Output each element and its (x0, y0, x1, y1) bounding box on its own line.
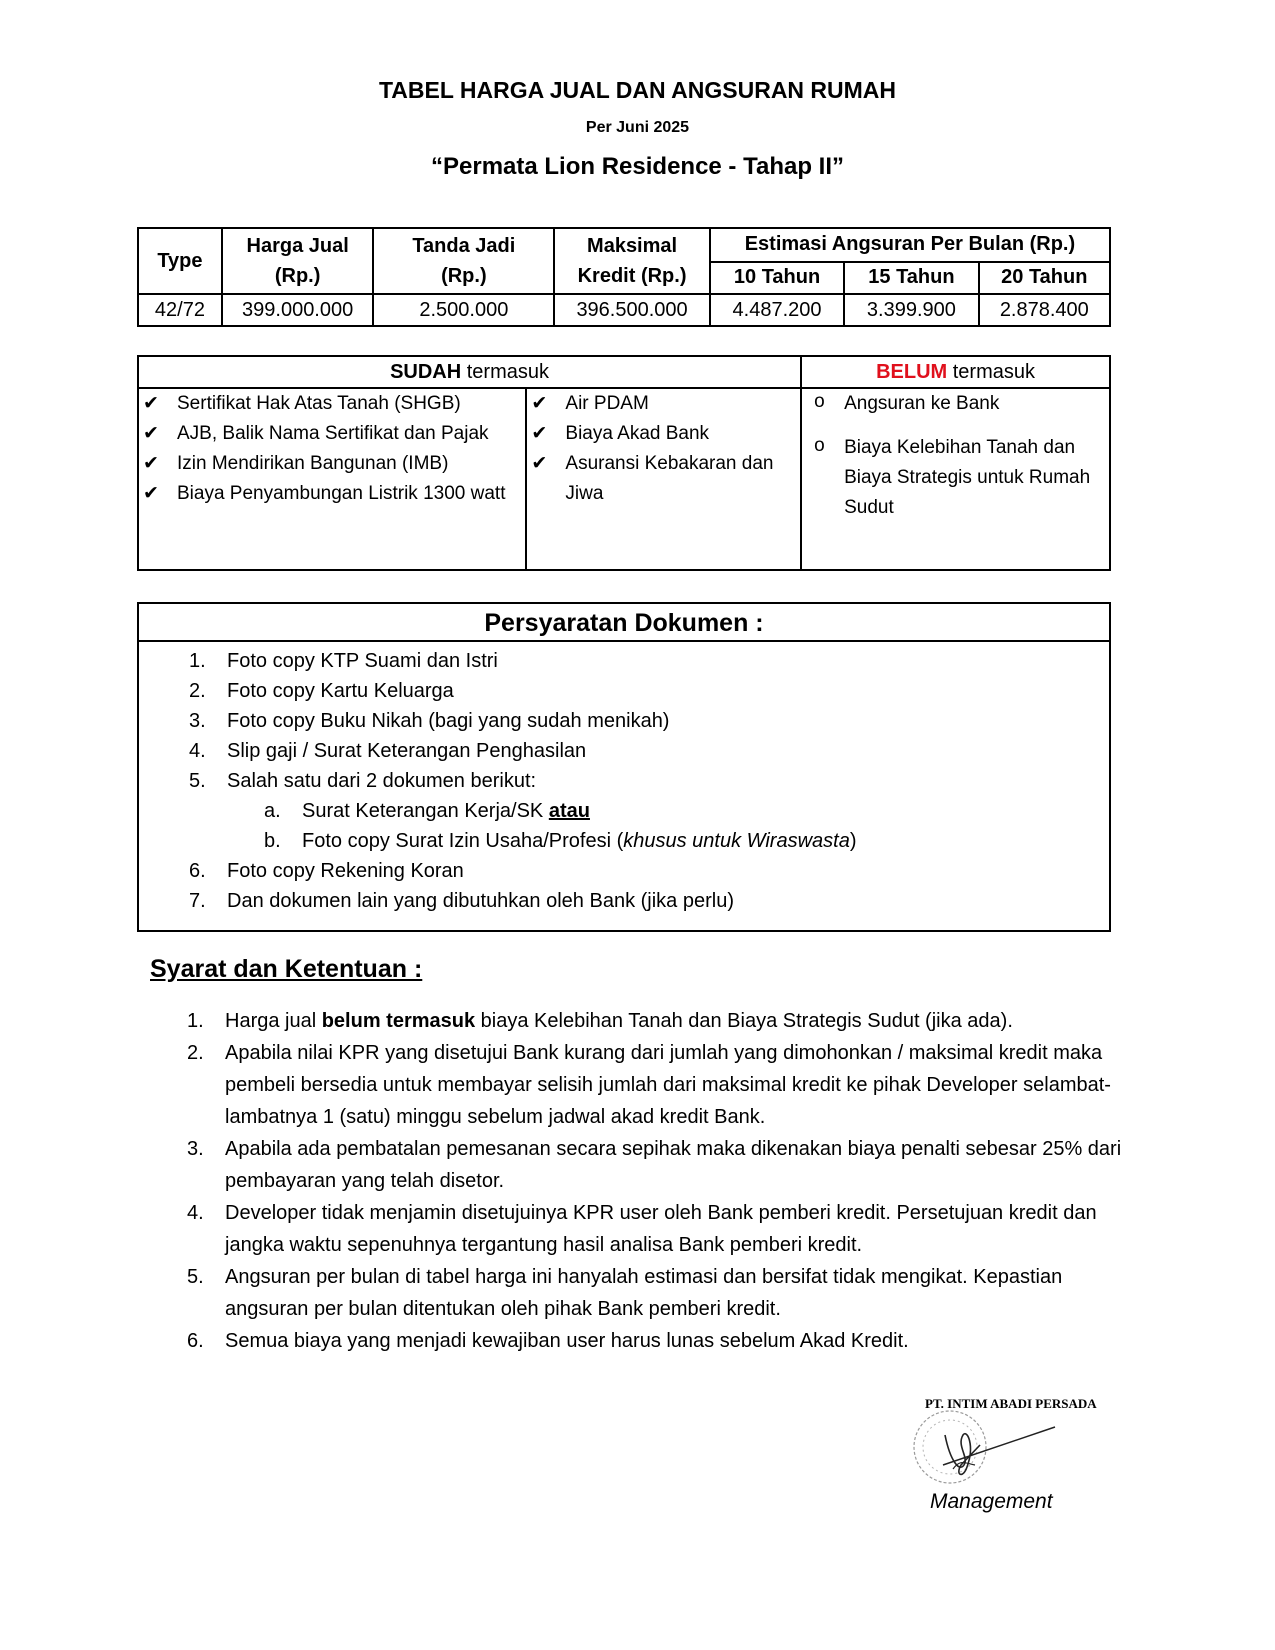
item-text: Foto copy Rekening Koran (227, 860, 464, 882)
belum-termasuk-header (801, 356, 1110, 388)
item-letter: a. (264, 800, 281, 822)
item-text-tail: biaya Kelebihan Tanah dan Biaya Strategis Sudut (jika ada). (475, 1010, 1013, 1032)
item-text: Angsuran per bulan di tabel harga ini hanyalah estimasi dan bersifat tidak mengikat. Kepastian angsuran per bulan ditentukan oleh pihak Bank pemberi kredit. (225, 1266, 1063, 1320)
item-text: Biaya Penyambungan Listrik 1300 watt (177, 483, 506, 504)
check-icon: ✔ (531, 423, 548, 444)
document-requirements-box (137, 602, 1111, 932)
company-name: PT. INTIM ABADI PERSADA (925, 1396, 1097, 1411)
cell-type: 42/72 (138, 294, 222, 326)
cell-maksimal-kredit: 396.500.000 (554, 294, 710, 326)
belum-label: BELUM (876, 360, 948, 383)
list-item (527, 389, 800, 419)
signature-stamp-icon (905, 1405, 1085, 1495)
header-harga-jual (222, 228, 374, 294)
bullet-icon: o (814, 391, 825, 412)
item-text: Biaya Akad Bank (565, 423, 710, 444)
list-item (139, 389, 525, 419)
check-icon: ✔ (143, 453, 159, 474)
cell-angsuran-10: 4.487.200 (710, 294, 844, 326)
document-requirements-list (139, 642, 1109, 916)
cell-tanda-jadi: 2.500.000 (373, 294, 554, 326)
signatory-role: Management (930, 1490, 1053, 1513)
item-number: 2. (189, 680, 206, 702)
item-text: Izin Mendirikan Bangunan (IMB) (177, 453, 449, 474)
list-item (137, 1261, 1127, 1325)
item-text: Foto copy Kartu Keluarga (227, 680, 454, 702)
item-text: Developer tidak menjamin disetujuinya KPR user oleh Bank pemberi kredit. Persetujuan kredit dan jangka waktu sepenuhnya tergantung hasil analisa Bank pemberi kredit. (225, 1202, 1097, 1256)
belum-list (802, 389, 1109, 523)
item-text: Foto copy KTP Suami dan Istri (227, 650, 498, 672)
header-type: Type (138, 228, 222, 294)
header-15-tahun: 15 Tahun (844, 262, 978, 295)
project-name: “Permata Lion Residence - Tahap II” (431, 153, 844, 180)
item-text: Apabila nilai KPR yang disetujui Bank kurang dari jumlah yang dimohonkan / maksimal kredit maka pembeli bersedia untuk membayar selisih jumlah dari maksimal kredit ke pihak Developer selambat-lambatnya 1 (satu) minggu sebelum jadwal akad kredit Bank. (225, 1042, 1111, 1128)
item-bold-text: belum termasuk (321, 1010, 476, 1032)
item-number: 7. (189, 890, 206, 912)
list-item (139, 646, 1109, 676)
item-number: 6. (187, 1330, 204, 1352)
item-number: 1. (187, 1010, 204, 1032)
belum-termasuk-text: termasuk (947, 360, 1035, 383)
item-number: 2. (187, 1042, 204, 1064)
item-number: 3. (187, 1138, 204, 1160)
item-letter: b. (264, 830, 281, 852)
list-item (139, 736, 1109, 766)
sudah-list-1 (139, 389, 525, 509)
list-item (802, 433, 1109, 523)
list-item (527, 449, 800, 509)
item-text: Salah satu dari 2 dokumen berikut: (227, 770, 537, 792)
cell-angsuran-15: 3.399.900 (844, 294, 978, 326)
list-item (139, 479, 525, 509)
check-icon: ✔ (531, 393, 548, 414)
terms-list (137, 1005, 1127, 1357)
list-item (137, 1325, 1127, 1357)
header-tanda-jadi-line1: Tanda Jadi (412, 235, 516, 257)
sudah-column-2 (526, 388, 801, 570)
header-maksimal-line2: Kredit (Rp.) (577, 265, 687, 287)
header-maksimal-line1: Maksimal (587, 235, 678, 257)
cell-harga-jual: 399.000.000 (222, 294, 374, 326)
item-text: Dan dokumen lain yang dibutuhkan oleh Bank (jika perlu) (227, 890, 734, 912)
item-number: 6. (189, 860, 206, 882)
list-item (137, 1037, 1127, 1133)
sub-list-item (139, 796, 1109, 826)
item-number: 4. (187, 1202, 204, 1224)
inclusion-table (137, 355, 1111, 571)
sudah-label: SUDAH (390, 360, 462, 383)
check-icon: ✔ (143, 393, 159, 414)
list-item (139, 449, 525, 479)
document-requirements-title: Persyaratan Dokumen : (139, 604, 1109, 642)
item-text: Air PDAM (565, 393, 649, 414)
list-item (139, 706, 1109, 736)
item-number: 1. (189, 650, 206, 672)
item-text: Foto copy Buku Nikah (bagi yang sudah menikah) (227, 710, 670, 732)
document-title: TABEL HARGA JUAL DAN ANGSURAN RUMAH (378, 77, 897, 103)
header-estimasi-angsuran: Estimasi Angsuran Per Bulan (Rp.) (710, 228, 1110, 262)
check-icon: ✔ (143, 483, 159, 504)
header-tanda-jadi-line2: (Rp.) (441, 265, 487, 287)
list-item (527, 419, 800, 449)
list-item (137, 1005, 1127, 1037)
cell-angsuran-20: 2.878.400 (979, 294, 1110, 326)
item-text: Semua biaya yang menjadi kewajiban user harus lunas sebelum Akad Kredit. (225, 1330, 909, 1352)
item-text: Apabila ada pembatalan pemesanan secara sepihak maka dikenakan biaya penalti sebesar 25% dari pembayaran yang telah disetor. (225, 1138, 1122, 1192)
item-number: 5. (187, 1266, 204, 1288)
price-table (137, 227, 1111, 327)
item-close-paren: ) (849, 830, 857, 852)
item-text: Asuransi Kebakaran dan Jiwa (565, 453, 774, 504)
list-item (137, 1133, 1127, 1197)
item-emphasis: atau (548, 800, 590, 822)
list-item (139, 856, 1109, 886)
sudah-column-1 (138, 388, 526, 570)
item-text: Sertifikat Hak Atas Tanah (SHGB) (177, 393, 461, 414)
header-tanda-jadi (373, 228, 554, 294)
item-text: Biaya Kelebihan Tanah dan Biaya Strategis untuk Rumah Sudut (844, 437, 1091, 518)
list-item (137, 1197, 1127, 1261)
list-item (802, 389, 1109, 419)
sudah-termasuk-header (138, 356, 801, 388)
header-maksimal-kredit (554, 228, 710, 294)
document-date: Per Juni 2025 (585, 119, 690, 136)
table-row (138, 294, 1110, 326)
item-number: 4. (189, 740, 206, 762)
item-number: 3. (189, 710, 206, 732)
item-emphasis: khusus untuk Wiraswasta (623, 830, 850, 852)
item-text: Harga jual (225, 1010, 322, 1032)
header-harga-jual-line2: (Rp.) (274, 265, 321, 287)
sub-list-item (139, 826, 1109, 856)
item-text: AJB, Balik Nama Sertifikat dan Pajak (177, 423, 489, 444)
belum-column (801, 388, 1110, 570)
header-harga-jual-line1: Harga Jual (246, 235, 349, 257)
list-item (139, 419, 525, 449)
sudah-termasuk-text: termasuk (461, 360, 549, 383)
list-item (139, 676, 1109, 706)
check-icon: ✔ (143, 423, 159, 444)
item-text: Foto copy Surat Izin Usaha/Profesi ( (302, 830, 624, 852)
header-20-tahun: 20 Tahun (979, 262, 1110, 295)
item-text: Angsuran ke Bank (844, 393, 1000, 414)
terms-title: Syarat dan Ketentuan : (150, 955, 423, 983)
header-10-tahun: 10 Tahun (710, 262, 844, 295)
list-item (139, 886, 1109, 916)
bullet-icon: o (814, 435, 825, 456)
sudah-list-2 (527, 389, 800, 509)
item-text: Slip gaji / Surat Keterangan Penghasilan (227, 740, 587, 762)
item-number: 5. (189, 770, 206, 792)
check-icon: ✔ (531, 453, 548, 474)
list-item (139, 766, 1109, 796)
item-text: Surat Keterangan Kerja/SK (302, 800, 549, 822)
